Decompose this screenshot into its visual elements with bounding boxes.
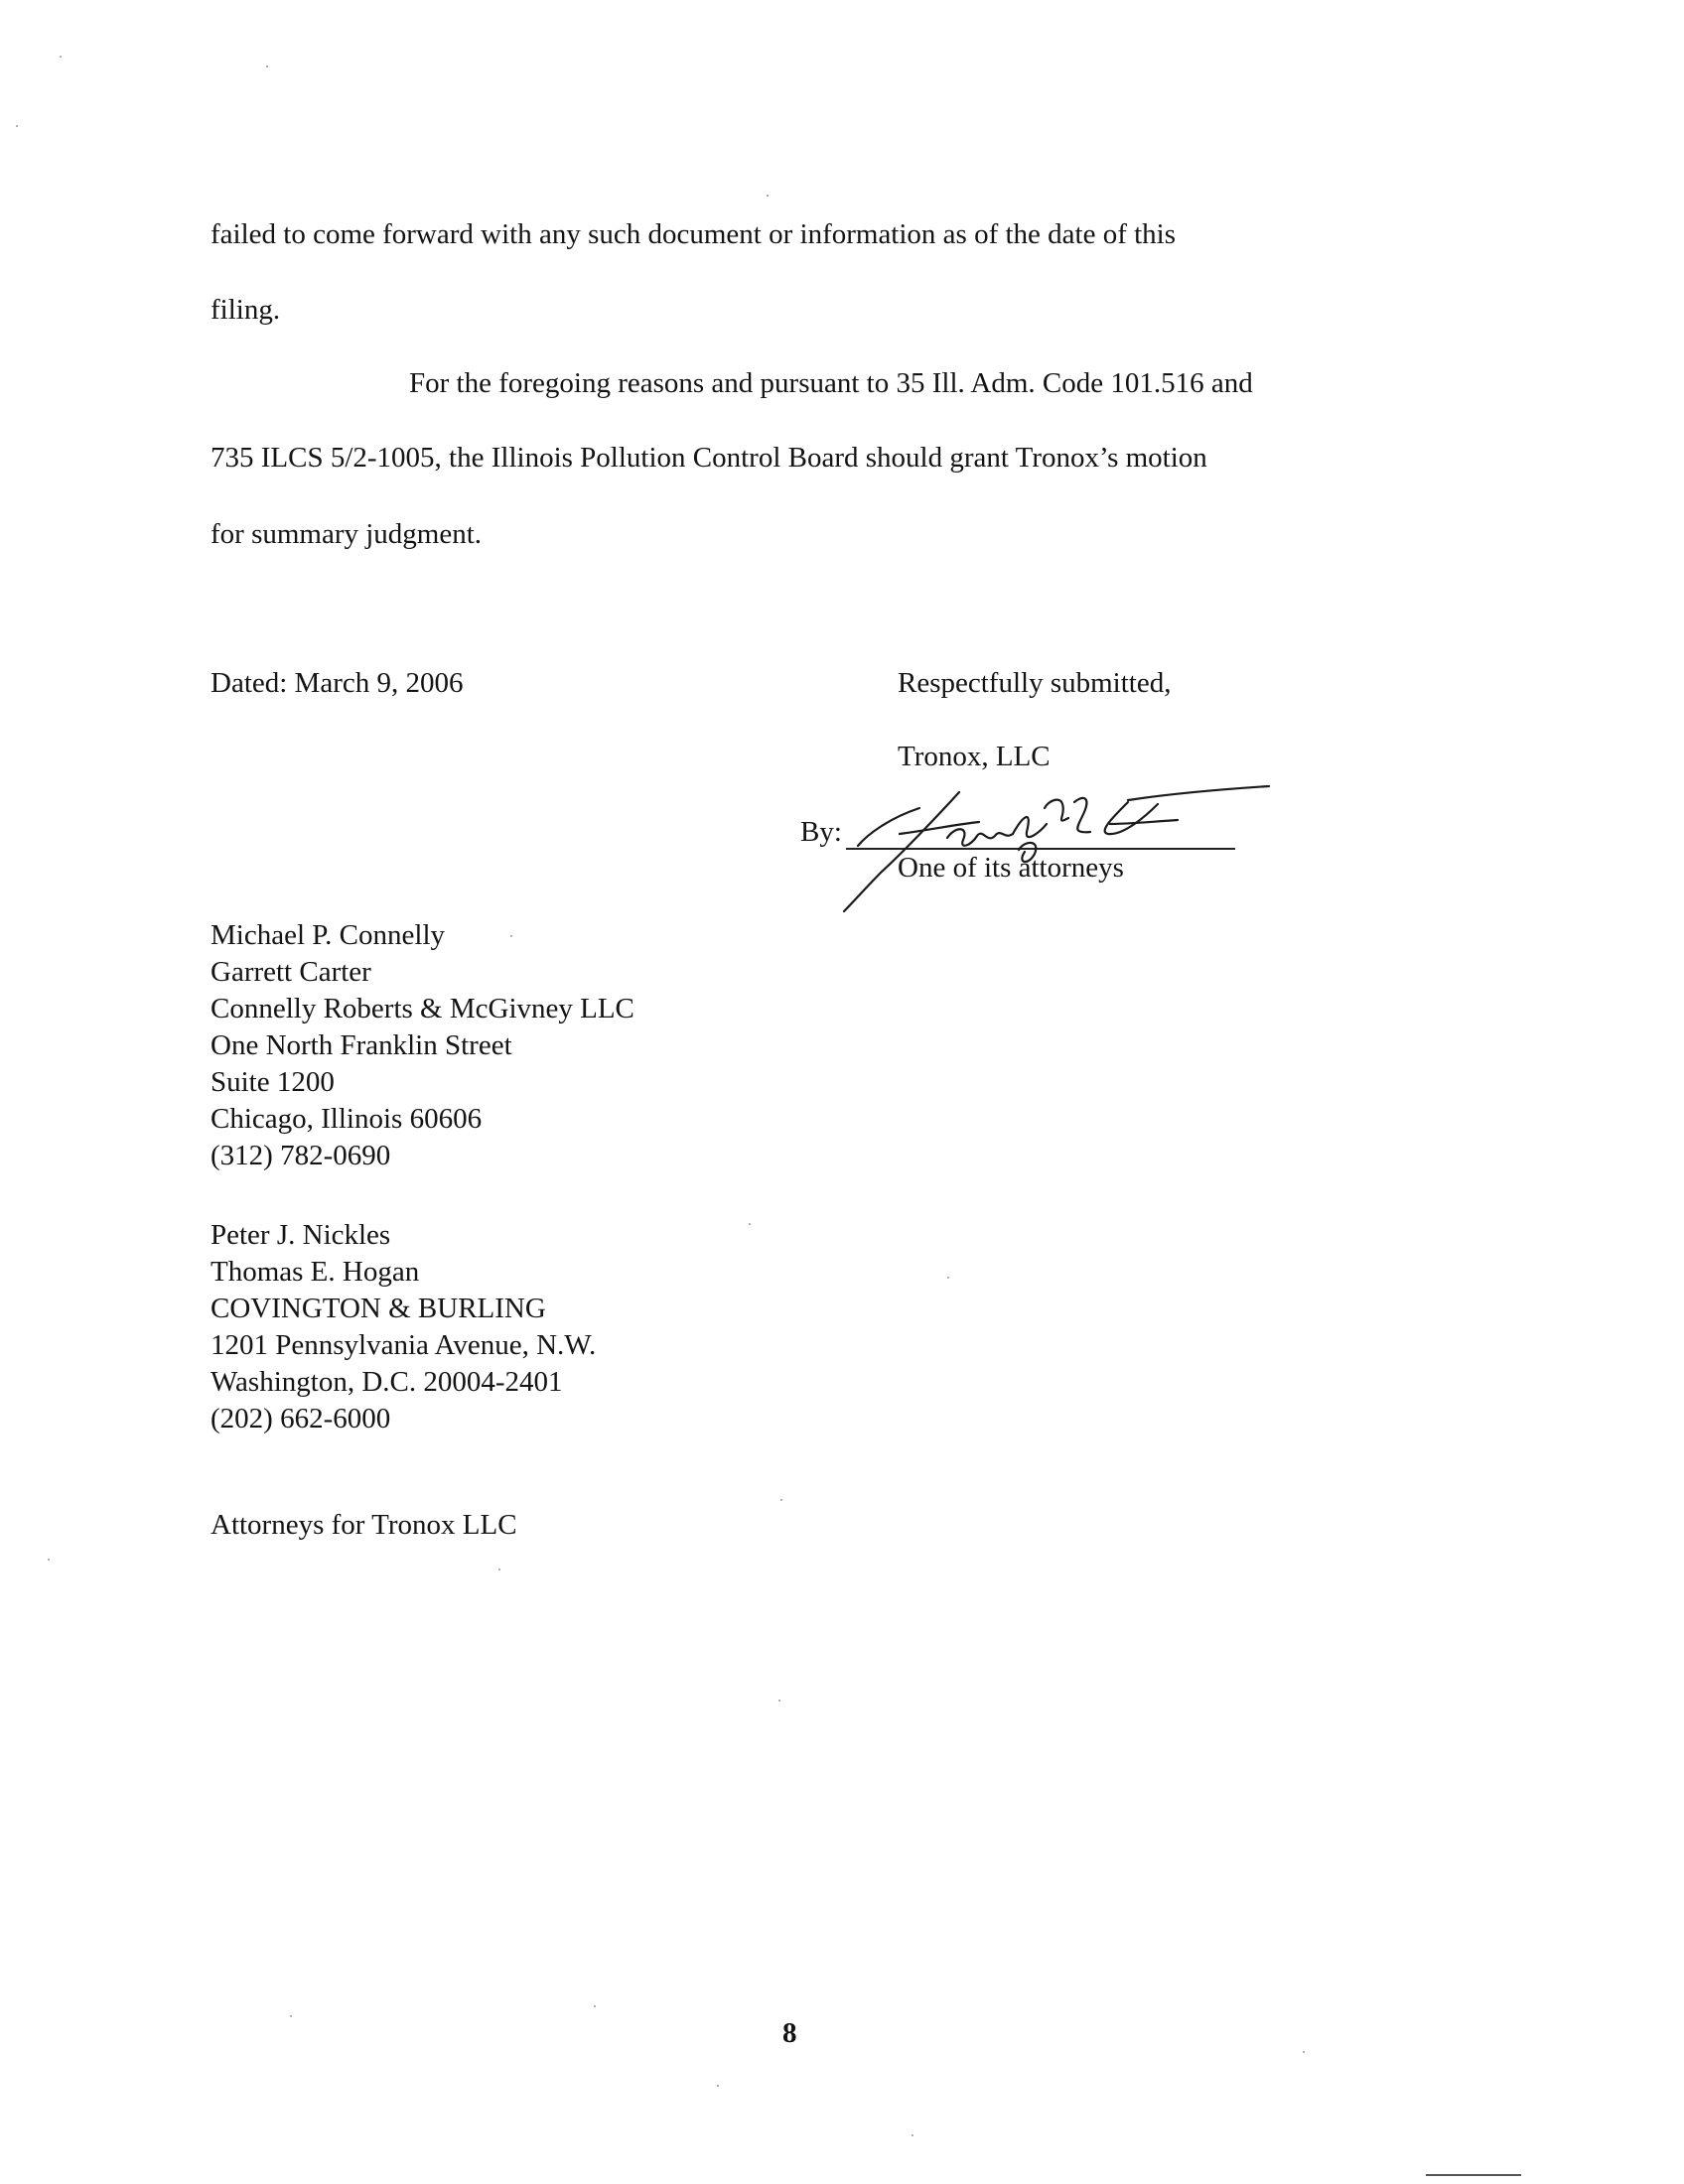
scan-speck bbox=[1303, 2051, 1305, 2053]
body-line: filing. bbox=[210, 294, 281, 326]
scan-speck bbox=[749, 1223, 751, 1225]
phone-number: (202) 662-6000 bbox=[210, 1403, 391, 1434]
suite: Suite 1200 bbox=[210, 1066, 335, 1098]
scan-speck bbox=[60, 56, 62, 58]
body-line: For the foregoing reasons and pursuant to 35 Ill. Adm. Code 101.516 and bbox=[409, 367, 1253, 399]
street-address: One North Franklin Street bbox=[210, 1029, 512, 1061]
scan-speck bbox=[510, 935, 512, 937]
scan-speck bbox=[48, 1559, 50, 1561]
body-line: 735 ILCS 5/2-1005, the Illinois Pollution Control Board should grant Tronox’s motion bbox=[210, 442, 1207, 474]
attorneys-for-line: Attorneys for Tronox LLC bbox=[210, 1509, 517, 1541]
city-state-zip: Chicago, Illinois 60606 bbox=[210, 1103, 483, 1135]
scan-speck bbox=[266, 66, 268, 68]
scan-edge-mark bbox=[1426, 2174, 1521, 2176]
scan-speck bbox=[767, 195, 769, 197]
company-name: Tronox, LLC bbox=[898, 741, 1051, 772]
body-line: failed to come forward with any such document or information as of the date of this bbox=[210, 218, 1177, 250]
counsel-block-connelly bbox=[210, 917, 634, 1174]
scan-speck bbox=[778, 1700, 780, 1702]
body-line: for summary judgment. bbox=[210, 518, 483, 550]
attorney-name: Peter J. Nickles bbox=[210, 1219, 391, 1251]
page-number: 8 bbox=[782, 2017, 797, 2049]
attorney-name: Garrett Carter bbox=[210, 956, 371, 988]
by-label: By: bbox=[800, 816, 842, 848]
scan-speck bbox=[780, 1499, 782, 1501]
signature-caption: One of its attorneys bbox=[898, 852, 1124, 884]
attorney-name: Michael P. Connelly bbox=[210, 919, 446, 951]
law-firm-name: COVINGTON & BURLING bbox=[210, 1293, 546, 1324]
scan-speck bbox=[912, 2134, 913, 2136]
scan-speck bbox=[290, 2015, 292, 2017]
handwritten-signature bbox=[830, 774, 1267, 913]
scan-speck bbox=[498, 1569, 500, 1570]
scan-speck bbox=[594, 2005, 596, 2007]
law-firm-name: Connelly Roberts & McGivney LLC bbox=[210, 993, 634, 1024]
respectfully-submitted: Respectfully submitted, bbox=[898, 667, 1172, 699]
counsel-block-covington bbox=[210, 1217, 596, 1437]
scan-speck bbox=[947, 1277, 949, 1279]
dated-line: Dated: March 9, 2006 bbox=[210, 667, 464, 699]
phone-number: (312) 782-0690 bbox=[210, 1140, 391, 1171]
scan-speck bbox=[717, 2085, 719, 2087]
scan-speck bbox=[16, 125, 18, 127]
city-state-zip: Washington, D.C. 20004-2401 bbox=[210, 1366, 563, 1398]
attorney-name: Thomas E. Hogan bbox=[210, 1256, 420, 1288]
street-address: 1201 Pennsylvania Avenue, N.W. bbox=[210, 1329, 597, 1361]
